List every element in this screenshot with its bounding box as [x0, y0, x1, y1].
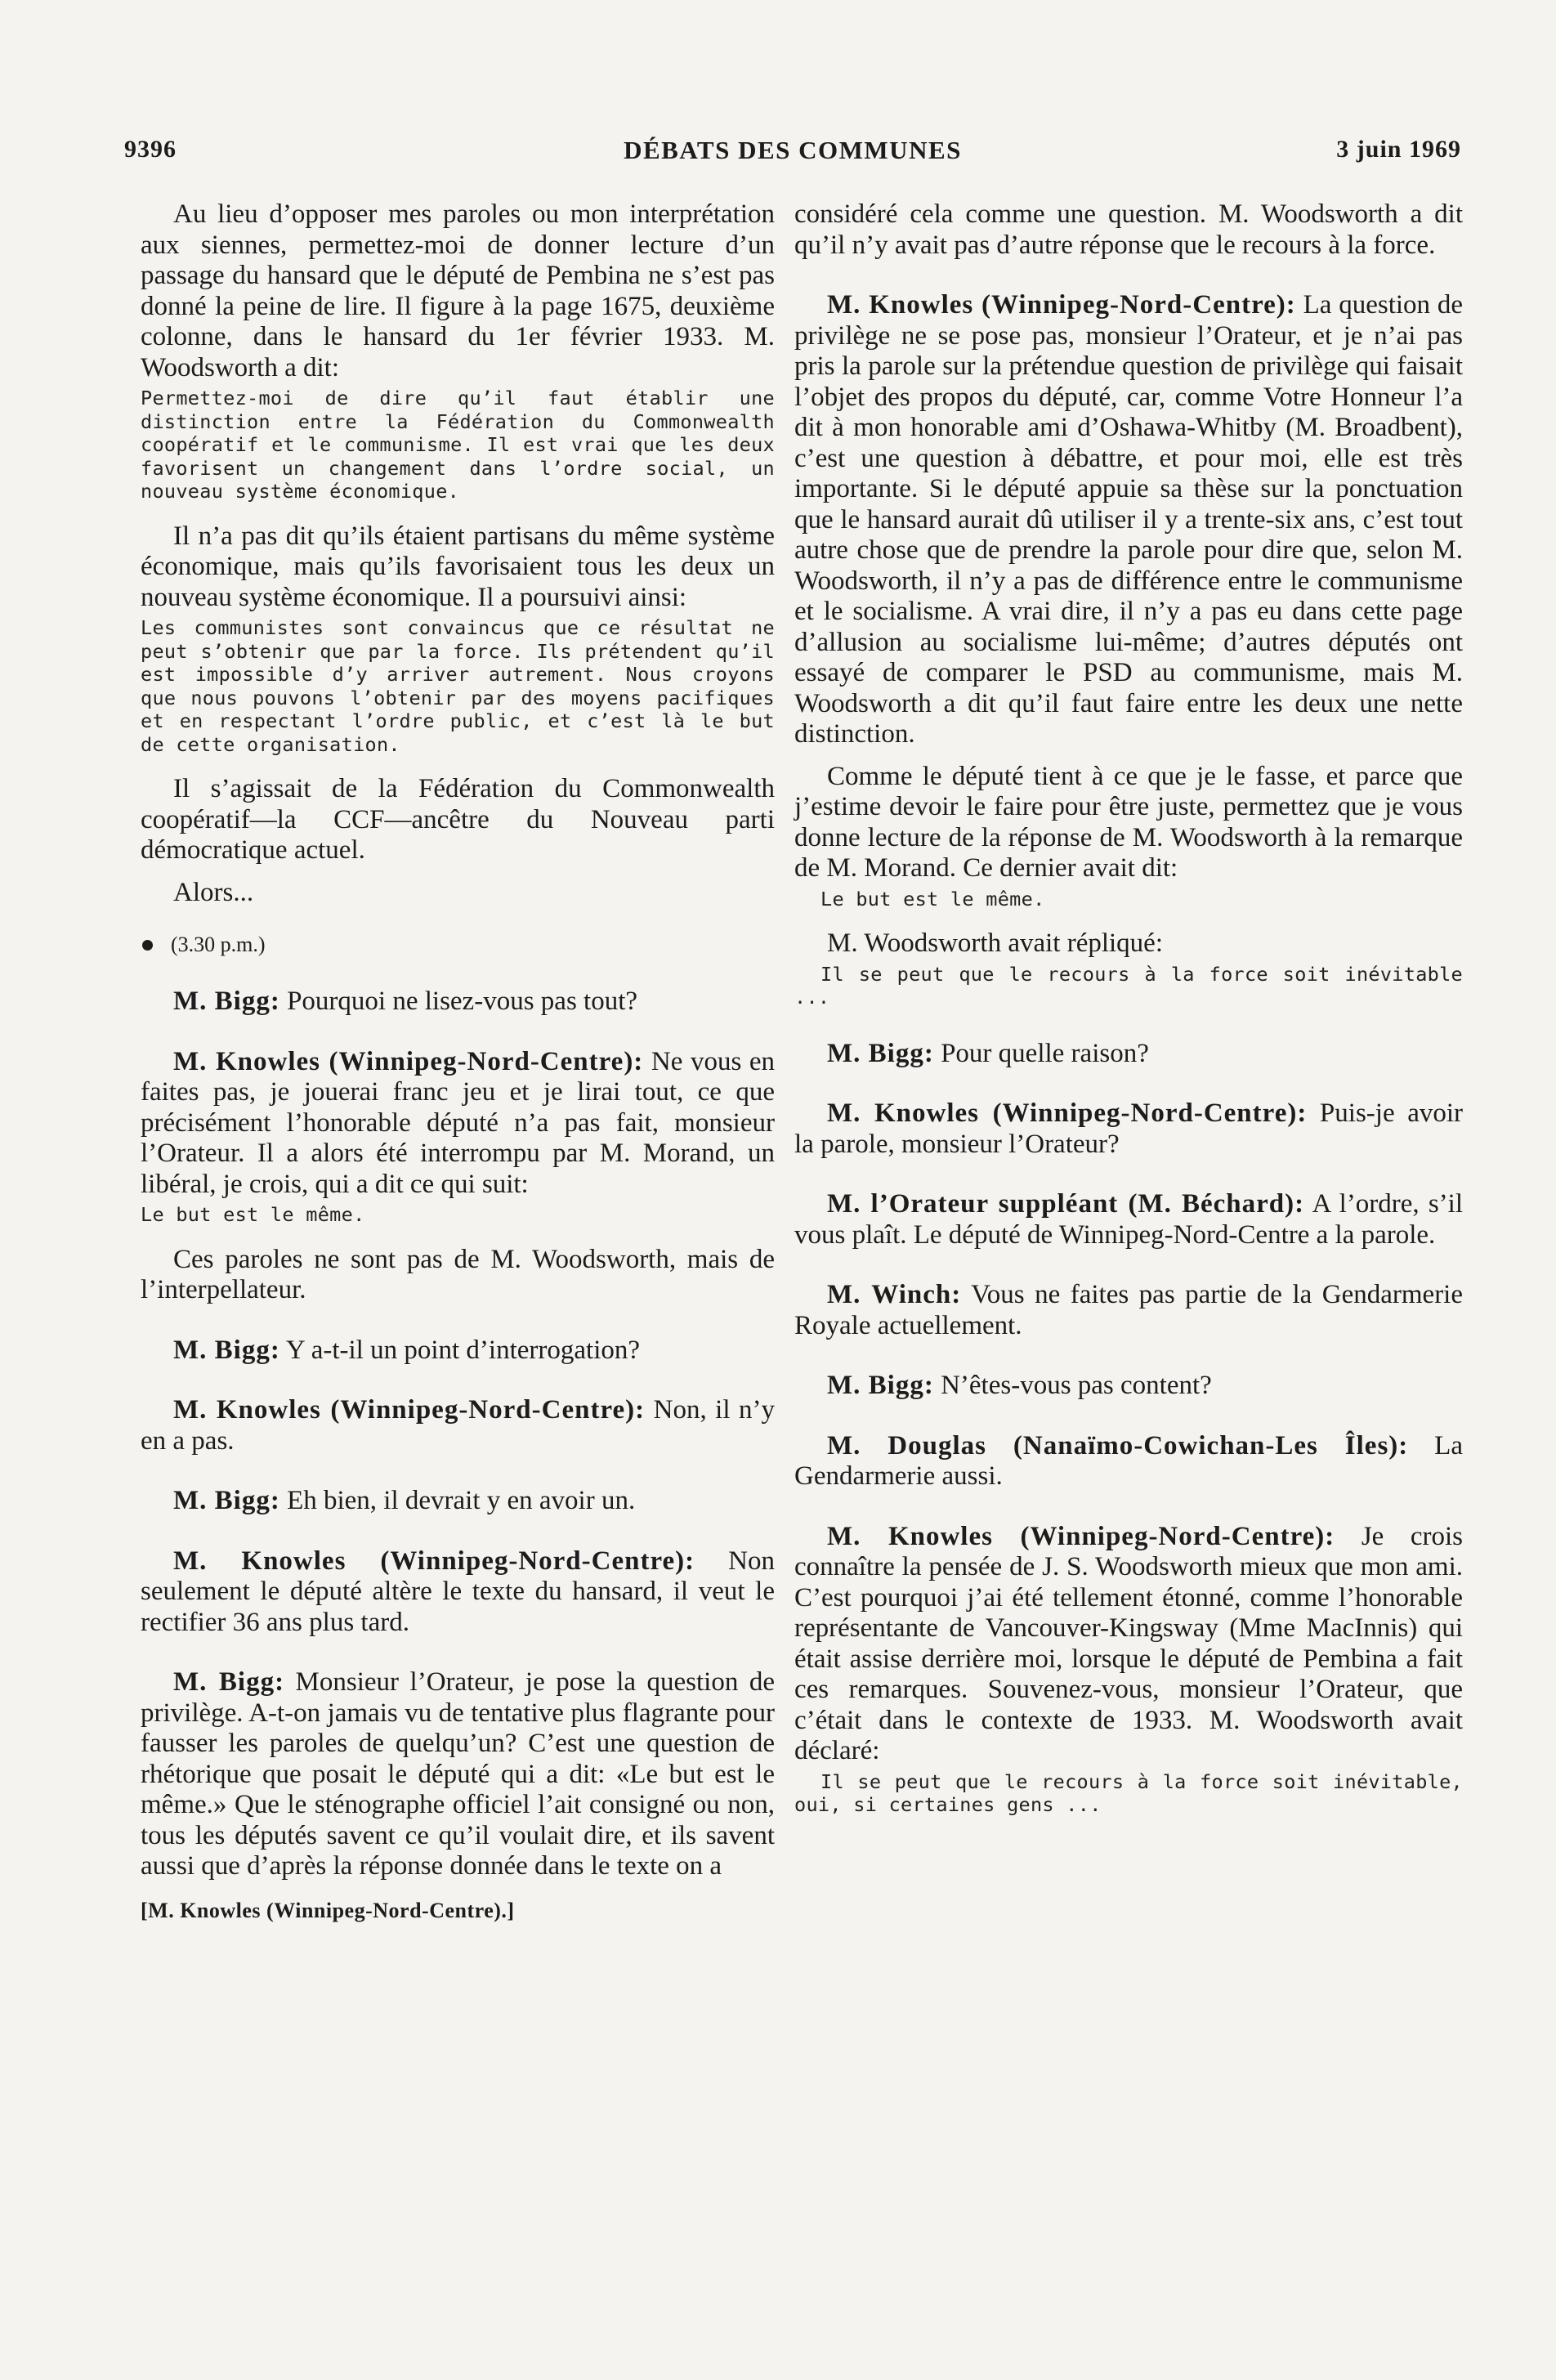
paragraph: Alors...	[173, 877, 254, 907]
speech-text: Y a-t-il un point d’interrogation?	[279, 1335, 641, 1365]
speech	[141, 1335, 775, 1367]
speech-text: N’êtes-vous pas content?	[933, 1371, 1212, 1400]
speech-text: Ne vous en faites pas, je jouerai franc jeu et je lirai tout, ce que précisément l’honorable député n’a pas fait, monsieur l’Orateur. Il a alors été interrompu par M. Morand, un libéral, je crois, qui a dit ce qui suit:	[141, 1046, 776, 1199]
speaker-name: M. Knowles (Winnipeg-Nord-Centre):	[827, 1521, 1335, 1551]
speaker-name: M. Bigg:	[173, 1486, 280, 1515]
block-quote: Les communistes sont convaincus que ce résultat ne peut s’obtenir que par la force. Ils prétendent qu’il est impossible d’y arriver autrement. Nous croyons que nous pouvons l’obtenir par des moyens pacifiques et en respectant l’ordre public, et c’est là le but de cette organisation.	[141, 616, 775, 756]
speaker-name: M. Knowles (Winnipeg-Nord-Centre):	[827, 1098, 1308, 1128]
speech	[141, 1486, 775, 1517]
speech	[794, 290, 1463, 750]
speaker-name: M. Bigg:	[827, 1371, 934, 1400]
block-quote: Le but est le même.	[141, 1203, 365, 1226]
speech-text: Vous ne faites pas partie de la Gendarmerie Royale actuellement.	[794, 1280, 1464, 1340]
speech	[141, 1667, 775, 1882]
page-number: 9396	[124, 136, 177, 163]
speech-text: Eh bien, il devrait y en avoir un.	[279, 1486, 636, 1515]
speech-text: Non seulement le député altère le texte du hansard, il veut le rectifier 36 ans plus tard.	[141, 1546, 775, 1637]
paragraph: considéré cela comme une question. M. Woodsworth a dit qu’il n’y avait pas d’autre réponse que le recours à la force.	[794, 199, 1463, 260]
time-marker	[141, 933, 775, 957]
speaker-name: M. Knowles (Winnipeg-Nord-Centre):	[173, 1546, 695, 1576]
paragraph: Il n’a pas dit qu’ils étaient partisans du même système économique, mais qu’ils favorisaient tous les deux un nouveau système économique. Il a poursuivi ainsi:	[141, 521, 775, 612]
publication-title: DÉBATS DES COMMUNES	[624, 136, 962, 164]
column-footer-reference: [M. Knowles (Winnipeg-Nord-Centre).]	[141, 1898, 515, 1922]
speaker-name: M. Winch:	[827, 1280, 962, 1309]
speech-text: Pour quelle raison?	[933, 1038, 1149, 1068]
speech	[141, 1047, 775, 1201]
paragraph: Au lieu d’opposer mes paroles ou mon interprétation aux siennes, permettez-moi de donner lecture d’un passage du hansard que le député de Pembina ne s’est pas donné la peine de lire. Il figure à la page 1675, deuxième colonne, dans le hansard du 1er février 1933. M. Woodsworth a dit:	[141, 199, 775, 382]
speech	[794, 1522, 1463, 1767]
speaker-name: M. Douglas (Nanaïmo-Cowichan-Les Îles):	[827, 1430, 1409, 1461]
speaker-name: M. Bigg:	[173, 1667, 285, 1697]
speech-text: A l’ordre, s’il vous plaît. Le député de Winnipeg-Nord-Centre a la parole.	[794, 1189, 1463, 1250]
speech	[794, 1280, 1463, 1341]
time-text: (3.30 p.m.)	[171, 933, 266, 956]
speech-text: Non, il n’y en a pas.	[141, 1395, 775, 1456]
speech	[794, 1098, 1463, 1160]
bullet-icon	[142, 940, 153, 951]
block-quote: Permettez-moi de dire qu’il faut établir une distinction entre la Fédération du Commonwealth coopératif et le communisme. Il est vrai que les deux favorisent un changement dans l’ordre social, un nouveau système économique.	[141, 387, 775, 503]
paragraph: Il s’agissait de la Fédération du Commonwealth coopératif—la CCF—ancêtre du Nouveau parti démocratique actuel.	[141, 774, 775, 865]
page-date: 3 juin 1969	[1336, 136, 1461, 163]
speaker-name: M. Knowles (Winnipeg-Nord-Centre):	[173, 1395, 646, 1425]
block-quote: Il se peut que le recours à la force soit inévitable ...	[794, 962, 1463, 1009]
paragraph: Comme le député tient à ce que je le fasse, et parce que j’estime devoir le faire pour être juste, permettez que je vous donne lecture de la réponse de M. Woodsworth à la remarque de M. Morand. Ce dernier avait dit:	[794, 761, 1463, 883]
speech-text: Puis-je avoir la parole, monsieur l’Orateur?	[794, 1098, 1463, 1159]
speech	[141, 1395, 775, 1456]
left-column	[141, 199, 775, 1923]
speech-text: La question de privilège ne se pose pas, monsieur l’Orateur, et je n’ai pas pris la parole sur la prétendue question de privilège qui faisait l’objet des propos du député, car, comme Votre Honneur l’a dit à mon honorable ami d’Oshawa-Whitby (M. Broadbent), c’est une question à débattre, et pour moi, elle est très importante. Si le député appuie sa thèse sur la ponctuation que le hansard aurait dû utiliser il y a trente-six ans, c’est tout autre chose que de prendre la parole pour dire que, selon M. Woodsworth, il n’y a pas de différence entre le communisme et le socialisme. A vrai dire, il n’y a pas eu dans cette page d’allusion au socialisme lui-même; d’autres députés ont essayé de comparer le PSD au communisme, mais M. Woodsworth a dit qu’il faut faire entre les deux une nette distinction.	[794, 290, 1463, 749]
speaker-name: M. Bigg:	[827, 1038, 934, 1068]
speaker-name: M. l’Orateur suppléant (M. Béchard):	[827, 1189, 1305, 1219]
speaker-name: M. Knowles (Winnipeg-Nord-Centre):	[827, 290, 1296, 320]
speech-text: Je crois connaître la pensée de J. S. Woodsworth mieux que mon ami. C’est pourquoi j’ai été tellement étonné, comme l’honorable représentante de Vancouver-Kingsway (Mme MacInnis) qui était assise derrière moi, lorsque le député de Pembina a fait ces remarques. Souvenez-vous, monsieur l’Orateur, que c’était dans le contexte de 1933. M. Woodsworth avait déclaré:	[794, 1521, 1464, 1765]
speech	[794, 1371, 1463, 1402]
speaker-name: M. Bigg:	[173, 1335, 280, 1365]
block-quote: Le but est le même.	[820, 887, 1045, 910]
speech	[141, 986, 775, 1018]
speech	[794, 1431, 1463, 1492]
paragraph: M. Woodsworth avait répliqué:	[827, 928, 1164, 958]
speech-text: La Gendarmerie aussi.	[794, 1430, 1463, 1491]
speech	[794, 1189, 1463, 1250]
speech-text: Pourquoi ne lisez-vous pas tout?	[279, 986, 638, 1016]
paragraph: Ces paroles ne sont pas de M. Woodsworth, mais de l’interpellateur.	[141, 1244, 775, 1304]
block-quote: Il se peut que le recours à la force soit inévitable, oui, si certaines gens ...	[794, 1769, 1463, 1816]
speaker-name: M. Bigg:	[173, 986, 280, 1016]
speaker-name: M. Knowles (Winnipeg-Nord-Centre):	[173, 1046, 644, 1076]
speech-text: Monsieur l’Orateur, je pose la question de privilège. A-t-on jamais vu de tentative plus flagrante pour fausser les paroles de quelqu’un? C’est une question de rhétorique que posait le député qui a dit: «Le but est le même.» Que le sténographe officiel l’ait consigné ou non, tous les députés savent ce qu’il voulait dire, et ils savent aussi que d’après la réponse donnée dans le texte on a	[141, 1667, 775, 1881]
speech	[794, 1039, 1463, 1070]
right-column	[794, 199, 1463, 1817]
speech	[141, 1546, 775, 1639]
page-header	[124, 136, 1461, 172]
